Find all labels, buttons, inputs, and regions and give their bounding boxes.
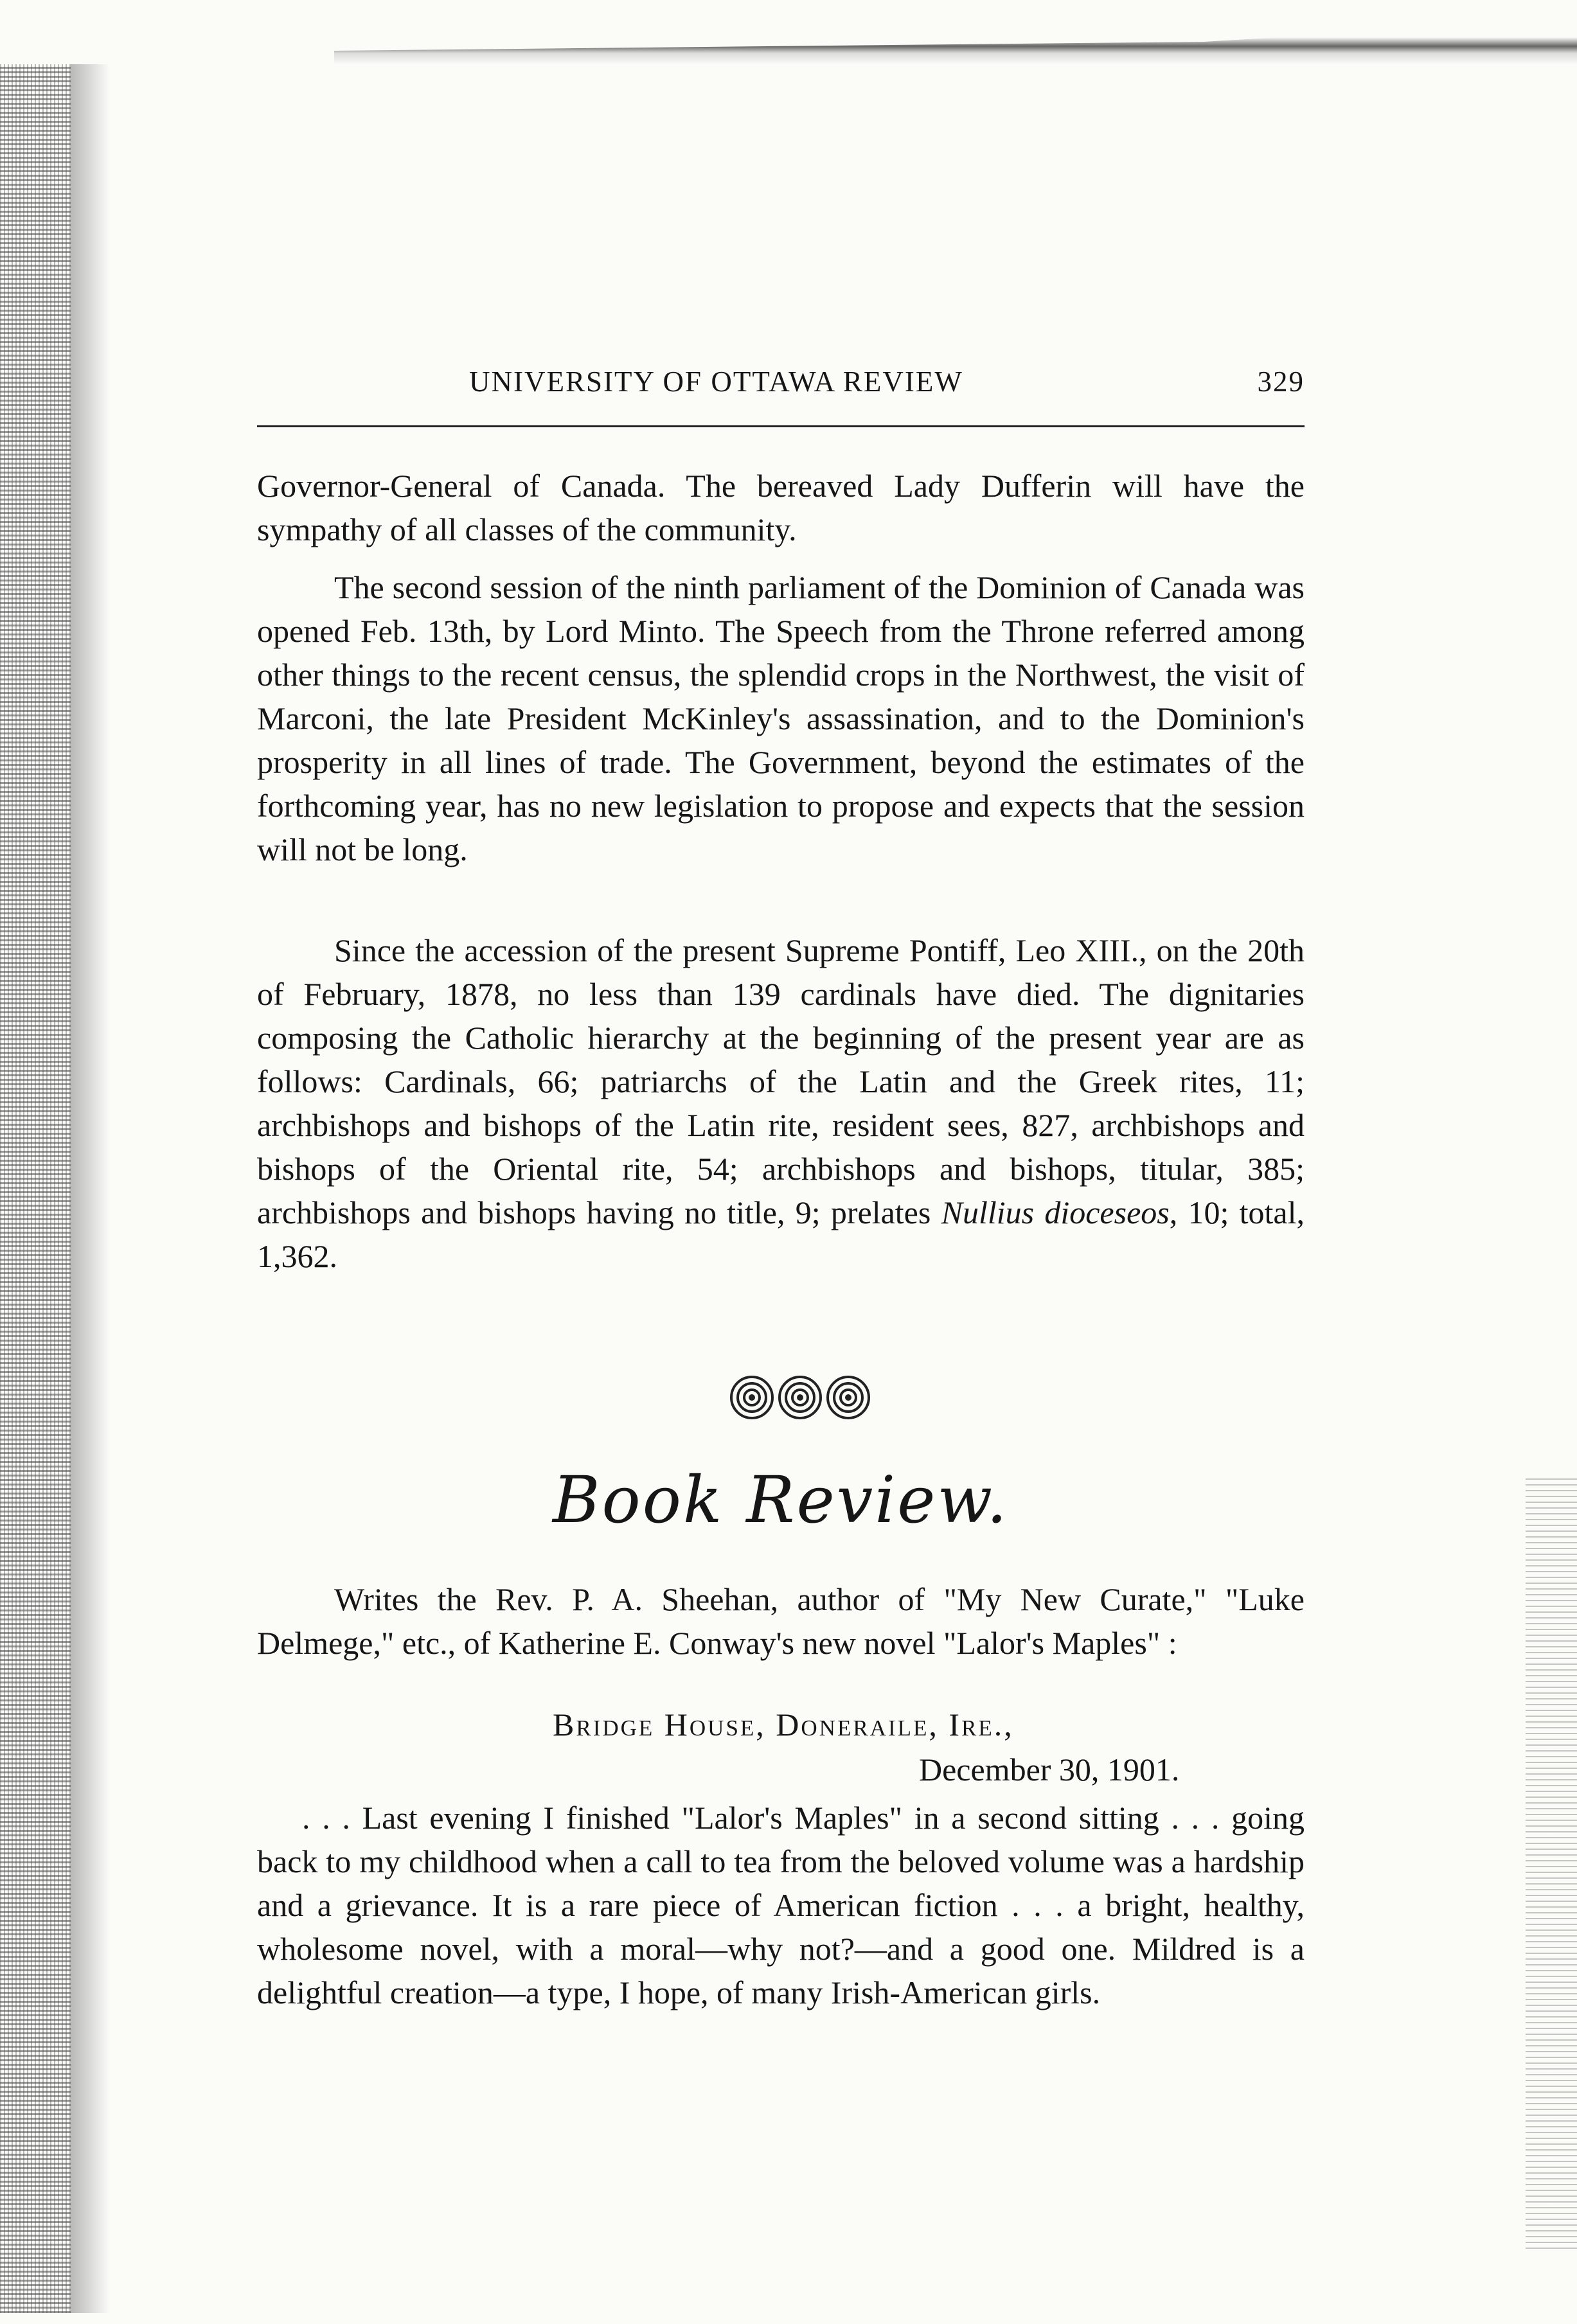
letter-address: Bridge House, Doneraile, Ire., (553, 1707, 1014, 1743)
journal-title: UNIVERSITY OF OTTAWA REVIEW (469, 366, 963, 398)
letter-body: . . . Last evening I finished "Lalor's Maples" in a second sitting . . . going back to my childhood when a call to tea from the beloved volume was a hardship and a grievance. It is a rare piece of American fiction . . . a bright, healthy, wholesome novel, with a moral—why not?—and a good one. Mildred is a delightful creation—a type, I hope, of many Irish-American girls. (257, 1800, 1305, 2010)
scan-edge-right (1526, 1478, 1577, 2249)
running-head (257, 365, 1305, 404)
scan-edge-top (334, 19, 1577, 64)
review-intro: Writes the Rev. P. A. Sheehan, author of "My New Curate," "Luke Delmege," etc., of Katherine E. Conway's new novel "Lalor's Maples" : (257, 1581, 1305, 1661)
paragraph-parliament: The second session of the ninth parliament of the Dominion of Canada was opened Feb. 13th, by Lord Minto. The Speech from the Throne referred among other things to the recent census, the splendid crops in the Northwest, the visit of Marconi, the late President McKinley's assassination, and to the Dominion's prosperity in all lines of trade. The Government, beyond the estimates of the forthcoming year, has no new legislation to propose and expects that the session will not be long. (257, 569, 1305, 867)
hierarchy-total: , 10; total, 1,362. (257, 1194, 1305, 1274)
paragraph-dufferin: Governor-General of Canada. The bereaved Lady Dufferin will have the sympathy of all classes of the community. (257, 468, 1305, 547)
scan-edge-left (0, 64, 71, 2313)
scan-edge-shadow (71, 64, 109, 2313)
header-rule (257, 425, 1305, 427)
page-number: 329 (1257, 366, 1305, 398)
letter-date: December 30, 1901. (919, 1752, 1180, 1787)
paragraph-hierarchy (257, 928, 1305, 1278)
nullius-dioceseos: Nullius dioceseos (941, 1194, 1170, 1230)
section-heading-book-review: Book Review. (553, 1462, 1009, 1538)
hierarchy-text: Since the accession of the present Supreme Pontiff, Leo XIII., on the 20th of February, 1878, no less than 139 cardinals have died. The dignitaries composing the Catholic hierarchy at the beginning of the present year are as follows: Cardinals, 66; patriarchs of the Latin and the Greek rites, 11; archbishops and bishops of the Latin rite, resident sees, 827, archbishops and bishops of the Oriental rite, 54; archbishops and bishops, titular, 385; archbishops and bishops having no title, 9; prelates (257, 932, 1305, 1230)
ornament-divider (726, 1372, 874, 1423)
